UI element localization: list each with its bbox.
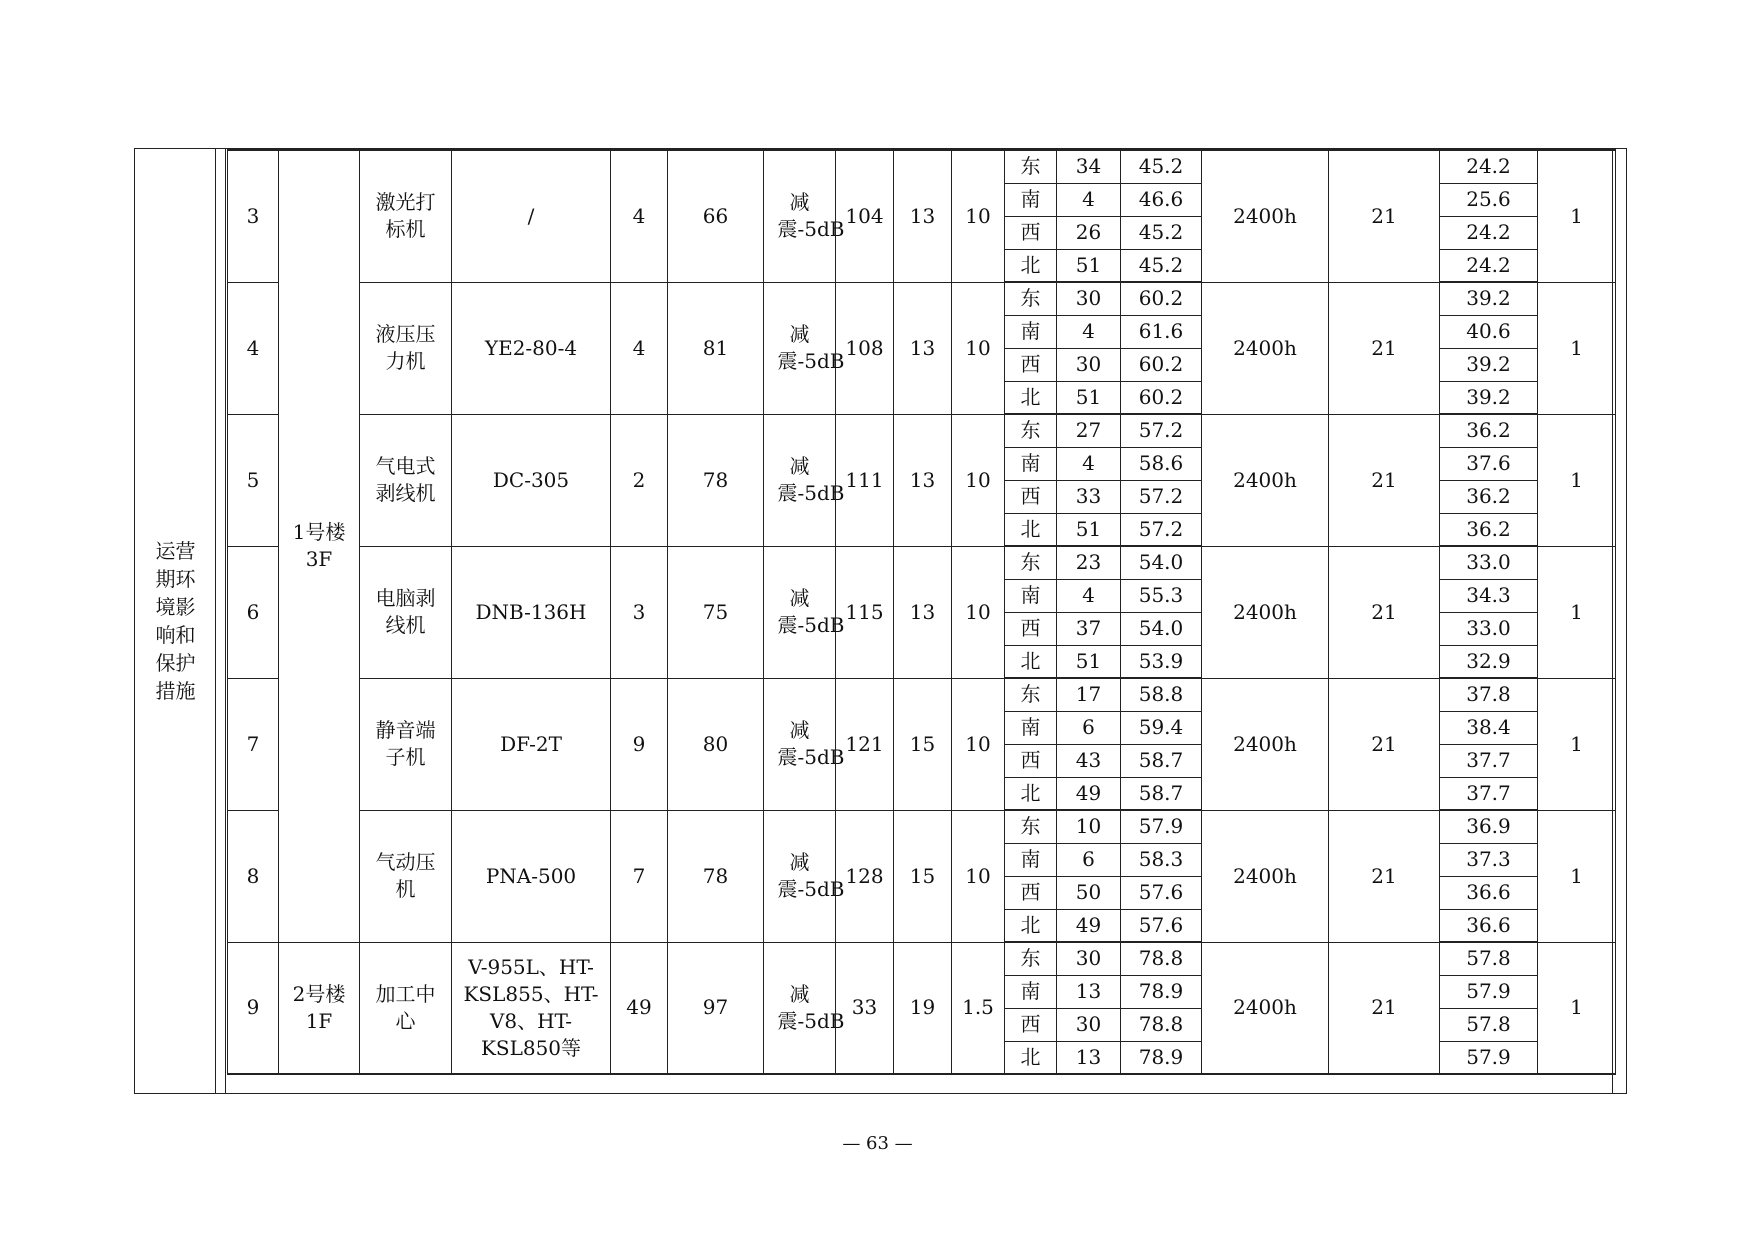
indoor-level: 60.2	[1121, 381, 1202, 414]
quantity: 3	[611, 546, 668, 678]
distance: 30	[1057, 942, 1121, 975]
outdoor-level: 37.7	[1440, 777, 1538, 810]
section-label: 运营期环境影响和保护措施	[155, 539, 196, 703]
building-count: 1	[1538, 282, 1616, 414]
equipment-name-text: 静音端子机	[375, 718, 436, 769]
coord-x: 104	[836, 150, 894, 282]
equipment-name-text: 液压压力机	[375, 322, 436, 373]
outdoor-level: 57.8	[1440, 1008, 1538, 1041]
outdoor-level: 38.4	[1440, 711, 1538, 744]
coord-z: 10	[952, 546, 1005, 678]
quantity: 2	[611, 414, 668, 546]
insulation-value: 21	[1329, 546, 1440, 678]
coord-y: 13	[894, 414, 952, 546]
source-level: 97	[668, 942, 764, 1074]
operating-hours: 2400h	[1202, 678, 1329, 810]
source-level: 66	[668, 150, 764, 282]
distance: 17	[1057, 678, 1121, 711]
equipment-name	[360, 414, 452, 546]
outdoor-level: 57.8	[1440, 942, 1538, 975]
outdoor-level: 57.9	[1440, 1041, 1538, 1074]
equipment-name	[360, 282, 452, 414]
coord-y: 13	[894, 150, 952, 282]
table-row	[228, 414, 1616, 447]
outdoor-level: 40.6	[1440, 315, 1538, 348]
mitigation-measure-text: 减震-5dB	[777, 850, 845, 901]
insulation-value: 21	[1329, 282, 1440, 414]
direction: 西	[1005, 876, 1057, 909]
distance: 51	[1057, 249, 1121, 282]
coord-z: 10	[952, 810, 1005, 942]
distance: 51	[1057, 513, 1121, 546]
indoor-level: 55.3	[1121, 579, 1202, 612]
indoor-level: 57.6	[1121, 909, 1202, 942]
mitigation-measure-text: 减震-5dB	[777, 322, 845, 373]
indoor-level: 57.2	[1121, 513, 1202, 546]
building-count: 1	[1538, 546, 1616, 678]
direction: 东	[1005, 414, 1057, 447]
outdoor-level: 39.2	[1440, 282, 1538, 315]
coord-z: 10	[952, 282, 1005, 414]
coord-y: 19	[894, 942, 952, 1074]
direction: 北	[1005, 909, 1057, 942]
indoor-level: 61.6	[1121, 315, 1202, 348]
direction: 东	[1005, 546, 1057, 579]
equipment-model-text: V-955L、HT-KSL855、HT-V8、HT-KSL850等	[463, 954, 599, 1060]
source-level: 80	[668, 678, 764, 810]
mitigation-measure-text: 减震-5dB	[777, 454, 845, 505]
coord-y: 15	[894, 810, 952, 942]
outdoor-level: 37.8	[1440, 678, 1538, 711]
table-row	[228, 546, 1616, 579]
coord-x: 128	[836, 810, 894, 942]
distance: 33	[1057, 480, 1121, 513]
equipment-model	[452, 942, 611, 1074]
direction: 西	[1005, 216, 1057, 249]
operating-hours: 2400h	[1202, 810, 1329, 942]
equipment-model-text: DC-305	[492, 467, 570, 492]
outdoor-level: 24.2	[1440, 216, 1538, 249]
outdoor-level: 37.6	[1440, 447, 1538, 480]
indoor-level: 57.6	[1121, 876, 1202, 909]
distance: 13	[1057, 975, 1121, 1008]
mitigation-measure	[764, 150, 845, 282]
noise-source-table	[227, 149, 1616, 1075]
direction: 东	[1005, 942, 1057, 975]
outdoor-level: 36.6	[1440, 909, 1538, 942]
indoor-level: 78.9	[1121, 1041, 1202, 1074]
distance: 30	[1057, 348, 1121, 381]
operating-hours: 2400h	[1202, 942, 1329, 1074]
indoor-level: 45.2	[1121, 150, 1202, 183]
direction: 东	[1005, 282, 1057, 315]
row-number: 6	[228, 546, 279, 678]
mitigation-measure	[764, 282, 845, 414]
quantity: 49	[611, 942, 668, 1074]
distance: 49	[1057, 777, 1121, 810]
outdoor-level: 36.6	[1440, 876, 1538, 909]
coord-z: 10	[952, 678, 1005, 810]
indoor-level: 60.2	[1121, 282, 1202, 315]
equipment-model	[452, 150, 611, 282]
coord-x: 121	[836, 678, 894, 810]
mitigation-measure	[764, 810, 845, 942]
direction: 北	[1005, 777, 1057, 810]
outdoor-level: 39.2	[1440, 381, 1538, 414]
direction: 西	[1005, 1008, 1057, 1041]
coord-z: 1.5	[952, 942, 1005, 1074]
insulation-value: 21	[1329, 810, 1440, 942]
mitigation-measure	[764, 678, 845, 810]
equipment-model-text: PNA-500	[485, 863, 577, 888]
outdoor-level: 37.3	[1440, 843, 1538, 876]
outdoor-level: 33.0	[1440, 546, 1538, 579]
source-level: 78	[668, 810, 764, 942]
distance: 4	[1057, 315, 1121, 348]
insulation-value: 21	[1329, 414, 1440, 546]
equipment-name-text: 加工中心	[375, 981, 436, 1033]
indoor-level: 57.2	[1121, 480, 1202, 513]
direction: 南	[1005, 315, 1057, 348]
quantity: 7	[611, 810, 668, 942]
building-count: 1	[1538, 810, 1616, 942]
indoor-level: 78.9	[1121, 975, 1202, 1008]
distance: 26	[1057, 216, 1121, 249]
equipment-model	[452, 282, 611, 414]
direction: 东	[1005, 810, 1057, 843]
distance: 43	[1057, 744, 1121, 777]
equipment-name	[360, 942, 452, 1074]
mitigation-measure	[764, 942, 845, 1074]
operating-hours: 2400h	[1202, 414, 1329, 546]
table-row	[228, 678, 1616, 711]
page-frame	[134, 148, 1627, 1094]
row-number: 9	[228, 942, 279, 1074]
mitigation-measure	[764, 546, 845, 678]
building-count: 1	[1538, 678, 1616, 810]
distance: 6	[1057, 711, 1121, 744]
equipment-name-text: 气动压机	[375, 850, 436, 901]
equipment-name	[360, 810, 452, 942]
coord-y: 13	[894, 546, 952, 678]
equipment-name-text: 气电式剥线机	[375, 454, 436, 505]
coord-z: 10	[952, 150, 1005, 282]
distance: 51	[1057, 381, 1121, 414]
building-count: 1	[1538, 414, 1616, 546]
outdoor-level: 39.2	[1440, 348, 1538, 381]
outdoor-level: 36.2	[1440, 513, 1538, 546]
direction: 南	[1005, 447, 1057, 480]
distance: 34	[1057, 150, 1121, 183]
location-cell	[279, 150, 360, 942]
distance: 27	[1057, 414, 1121, 447]
direction: 西	[1005, 480, 1057, 513]
mitigation-measure-text: 减震-5dB	[777, 586, 845, 637]
direction: 南	[1005, 579, 1057, 612]
equipment-name	[360, 150, 452, 282]
direction: 西	[1005, 348, 1057, 381]
row-number: 5	[228, 414, 279, 546]
coord-x: 115	[836, 546, 894, 678]
distance: 30	[1057, 1008, 1121, 1041]
distance: 4	[1057, 183, 1121, 216]
outdoor-level: 33.0	[1440, 612, 1538, 645]
section-spacer-column	[216, 149, 226, 1093]
operating-hours: 2400h	[1202, 546, 1329, 678]
location-cell	[279, 942, 360, 1074]
coord-y: 13	[894, 282, 952, 414]
mitigation-measure	[764, 414, 845, 546]
equipment-name	[360, 678, 452, 810]
equipment-model	[452, 414, 611, 546]
indoor-level: 58.7	[1121, 777, 1202, 810]
insulation-value: 21	[1329, 150, 1440, 282]
distance: 51	[1057, 645, 1121, 678]
indoor-level: 46.6	[1121, 183, 1202, 216]
outdoor-level: 36.9	[1440, 810, 1538, 843]
direction: 南	[1005, 711, 1057, 744]
distance: 6	[1057, 843, 1121, 876]
direction: 北	[1005, 249, 1057, 282]
indoor-level: 78.8	[1121, 942, 1202, 975]
operating-hours: 2400h	[1202, 282, 1329, 414]
location-label: 1号楼3F	[292, 520, 346, 572]
insulation-value: 21	[1329, 942, 1440, 1074]
direction: 北	[1005, 381, 1057, 414]
indoor-level: 78.8	[1121, 1008, 1202, 1041]
equipment-model-text: /	[527, 203, 535, 228]
direction: 东	[1005, 678, 1057, 711]
outdoor-level: 25.6	[1440, 183, 1538, 216]
section-label-box	[135, 149, 216, 1093]
direction: 南	[1005, 843, 1057, 876]
indoor-level: 59.4	[1121, 711, 1202, 744]
equipment-model-text: YE2-80-4	[484, 335, 578, 360]
indoor-level: 60.2	[1121, 348, 1202, 381]
mitigation-measure-text: 减震-5dB	[777, 718, 845, 769]
mitigation-measure-text: 减震-5dB	[777, 981, 845, 1033]
outdoor-level: 34.3	[1440, 579, 1538, 612]
equipment-name-text: 激光打标机	[375, 190, 436, 242]
building-count: 1	[1538, 150, 1616, 282]
distance: 23	[1057, 546, 1121, 579]
outdoor-level: 37.7	[1440, 744, 1538, 777]
source-level: 81	[668, 282, 764, 414]
direction: 东	[1005, 150, 1057, 183]
quantity: 4	[611, 150, 668, 282]
equipment-model	[452, 546, 611, 678]
direction: 西	[1005, 744, 1057, 777]
indoor-level: 58.3	[1121, 843, 1202, 876]
indoor-level: 57.2	[1121, 414, 1202, 447]
outdoor-level: 32.9	[1440, 645, 1538, 678]
direction: 北	[1005, 513, 1057, 546]
mitigation-measure-text: 减震-5dB	[777, 190, 845, 242]
direction: 北	[1005, 1041, 1057, 1074]
row-number: 7	[228, 678, 279, 810]
coord-x: 111	[836, 414, 894, 546]
location-label: 2号楼1F	[292, 981, 346, 1033]
equipment-model	[452, 678, 611, 810]
direction: 南	[1005, 183, 1057, 216]
row-number: 8	[228, 810, 279, 942]
coord-x: 108	[836, 282, 894, 414]
distance: 4	[1057, 447, 1121, 480]
table-row	[228, 150, 1616, 183]
equipment-name-text: 电脑剥线机	[375, 586, 436, 637]
indoor-level: 53.9	[1121, 645, 1202, 678]
quantity: 9	[611, 678, 668, 810]
operating-hours: 2400h	[1202, 150, 1329, 282]
indoor-level: 45.2	[1121, 216, 1202, 249]
direction: 北	[1005, 645, 1057, 678]
outdoor-level: 57.9	[1440, 975, 1538, 1008]
coord-x: 33	[836, 942, 894, 1074]
indoor-level: 58.6	[1121, 447, 1202, 480]
distance: 49	[1057, 909, 1121, 942]
direction: 西	[1005, 612, 1057, 645]
distance: 37	[1057, 612, 1121, 645]
outdoor-level: 36.2	[1440, 414, 1538, 447]
equipment-model-text: DNB-136H	[475, 599, 587, 624]
outdoor-level: 24.2	[1440, 249, 1538, 282]
row-number: 4	[228, 282, 279, 414]
direction: 南	[1005, 975, 1057, 1008]
source-level: 78	[668, 414, 764, 546]
quantity: 4	[611, 282, 668, 414]
coord-y: 15	[894, 678, 952, 810]
equipment-model	[452, 810, 611, 942]
table-row	[228, 282, 1616, 315]
distance: 4	[1057, 579, 1121, 612]
row-number: 3	[228, 150, 279, 282]
distance: 10	[1057, 810, 1121, 843]
distance: 30	[1057, 282, 1121, 315]
building-count: 1	[1538, 942, 1616, 1074]
equipment-model-text: DF-2T	[500, 731, 562, 756]
indoor-level: 45.2	[1121, 249, 1202, 282]
coord-z: 10	[952, 414, 1005, 546]
table-row	[228, 942, 1616, 975]
indoor-level: 57.9	[1121, 810, 1202, 843]
page-number: — 63 —	[842, 1133, 913, 1154]
distance: 13	[1057, 1041, 1121, 1074]
indoor-level: 58.7	[1121, 744, 1202, 777]
table-row	[228, 810, 1616, 843]
indoor-level: 54.0	[1121, 546, 1202, 579]
insulation-value: 21	[1329, 678, 1440, 810]
distance: 50	[1057, 876, 1121, 909]
indoor-level: 58.8	[1121, 678, 1202, 711]
outdoor-level: 24.2	[1440, 150, 1538, 183]
equipment-name	[360, 546, 452, 678]
outdoor-level: 36.2	[1440, 480, 1538, 513]
indoor-level: 54.0	[1121, 612, 1202, 645]
source-level: 75	[668, 546, 764, 678]
